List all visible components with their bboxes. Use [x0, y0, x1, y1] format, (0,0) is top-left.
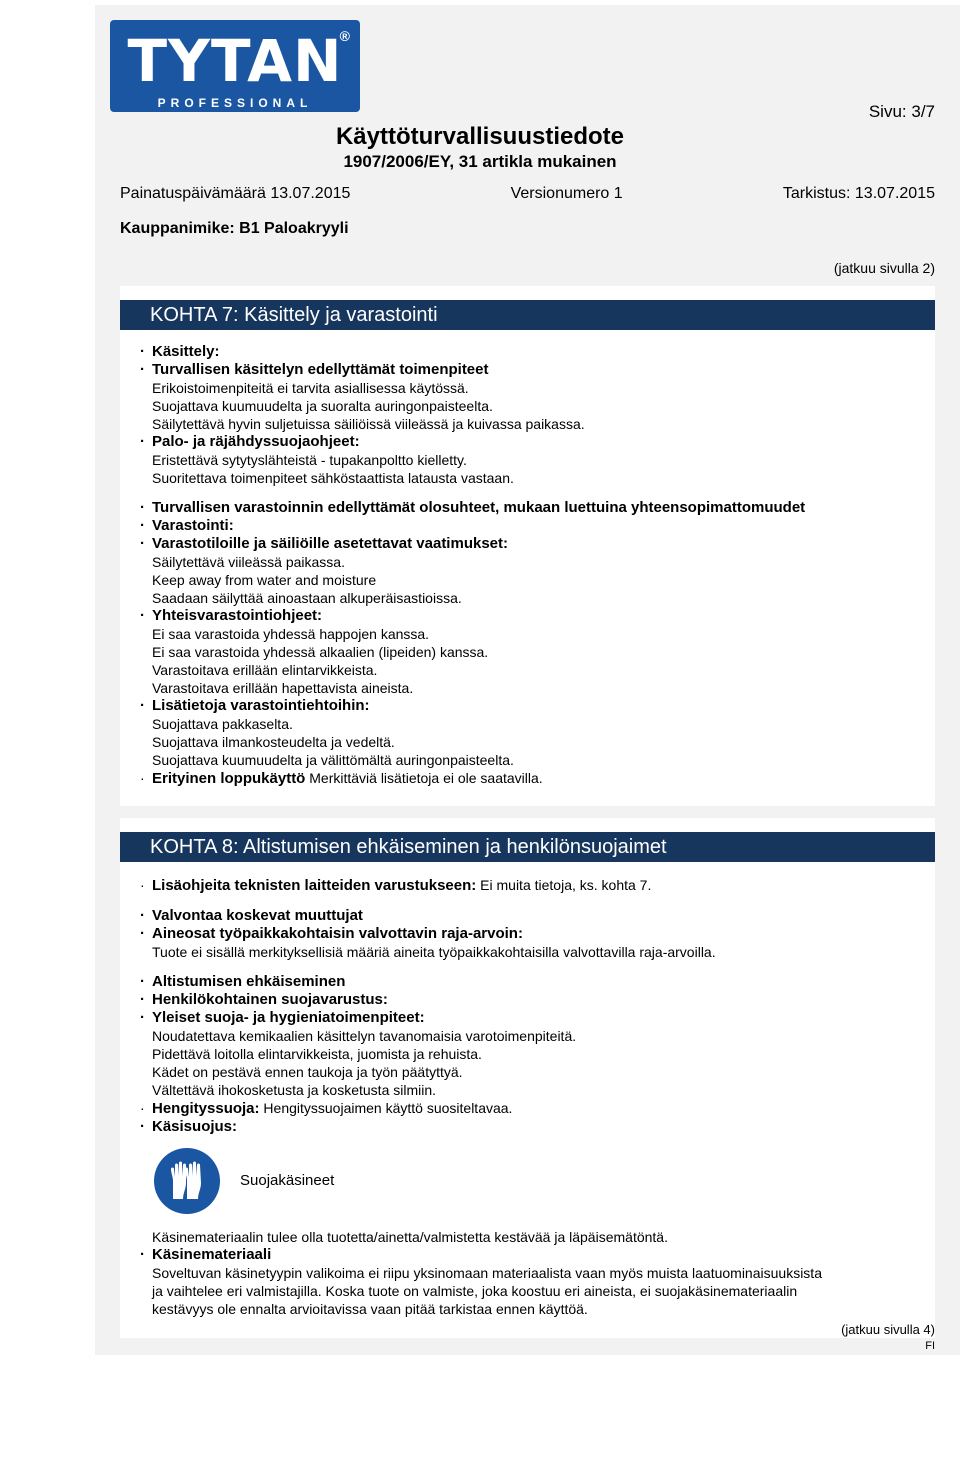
text-line: Erikoistoimenpiteitä ei tarvita asiallisessa käytössä. — [152, 380, 469, 396]
text-line: Eristettävä sytytyslähteistä - tupakanpoltto kielletty. — [152, 452, 467, 468]
glove-pictogram-row — [154, 1148, 935, 1214]
text-line: Noudatettava kemikaalien käsittelyn tavanomaisia varotoimenpiteitä. — [152, 1028, 577, 1044]
text-line: Suojattava kuumuudelta ja suoralta auringonpaisteelta. — [152, 398, 493, 414]
text-line: Saadaan säilyttää ainoastaan alkuperäisastioissa. — [152, 590, 462, 606]
glove-material-heading: · Käsinemateriaali — [140, 1246, 935, 1264]
page-number: Sivu: 3/7 — [868, 102, 935, 121]
storage-requirements-heading: · Varastotiloille ja säiliöille asetettavat vaatimukset: — [140, 535, 935, 553]
section-7-heading: KOHTA 7: Käsittely ja varastointi — [120, 300, 935, 330]
respiratory-heading: Hengityssuoja: — [152, 1100, 260, 1117]
storage-heading: · Varastointi: — [140, 517, 935, 535]
tech-row — [140, 876, 935, 895]
text-line: Käsinemateriaalin tulee olla tuotetta/ainetta/valmistetta kestävää ja läpäisemätöntä. — [152, 1229, 668, 1245]
safe-handling-heading: · Turvallisen käsittelyn edellyttämät toimenpiteet — [140, 361, 935, 379]
control-parameters-heading: · Valvontaa koskevat muuttujat — [140, 907, 935, 925]
text-line: Soveltuvan käsinetyypin valikoima ei riipu yksinomaan materiaalista vaan myös muista laatuominaisuuksista — [152, 1265, 822, 1281]
language-code: FI — [925, 1340, 935, 1352]
tech-text: Ei muita tietoja, ks. kohta 7. — [480, 877, 652, 893]
gloves-icon — [154, 1148, 220, 1214]
joint-storage-heading: · Yhteisvarastointiohjeet: — [140, 607, 935, 625]
text-line: Kädet on pestävä ennen taukoja ja työn päätyttyä. — [152, 1064, 463, 1080]
tytan-logo — [110, 20, 360, 112]
logo-registered-mark: ® — [339, 28, 350, 44]
product-name: Kauppanimike: B1 Paloakryyli — [120, 220, 349, 237]
text-line: Suojattava pakkaselta. — [152, 716, 293, 732]
text-line: Vältettävä ihokosketusta ja kosketusta silmiin. — [152, 1082, 437, 1098]
revision-date: Tarkistus: 13.07.2015 — [782, 185, 935, 202]
section-8-body — [140, 876, 935, 1318]
text-line: Säilytettävä viileässä paikassa. — [152, 554, 345, 570]
document-meta — [120, 185, 935, 203]
text-line: kestävyys ole ennalta arvioitavissa vaan pitää tarkistaa ennen käyttöä. — [152, 1301, 588, 1317]
end-use-heading: Erityinen loppukäyttö — [152, 770, 306, 787]
ppe-heading: · Henkilökohtainen suojavarustus: — [140, 991, 935, 1009]
text-line: Keep away from water and moisture — [152, 572, 377, 588]
gloves-label: Suojakäsineet — [240, 1172, 335, 1189]
exposure-controls-heading: · Altistumisen ehkäiseminen — [140, 973, 935, 991]
text-line: Tuote ei sisällä merkityksellisiä määriä aineita työpaikkakohtaisilla valvottavilla raja-arvoilla. — [152, 944, 716, 960]
continued-from: (jatkuu sivulla 2) — [833, 260, 935, 276]
text-line: Varastoitava erillään hapettavista aineista. — [152, 680, 414, 696]
text-line: Suoritettava toimenpiteet sähköstaattista latausta vastaan. — [152, 470, 514, 486]
extra-storage-heading: · Lisätietoja varastointiehtoihin: — [140, 697, 935, 715]
logo-text: TYTAN — [127, 27, 343, 95]
text-line: Suojattava ilmankosteudelta ja vedeltä. — [152, 734, 395, 750]
end-use-row — [140, 769, 935, 788]
limit-values-heading: · Aineosat työpaikkakohtaisin valvottavin raja-arvoin: — [140, 925, 935, 943]
tech-heading: Lisäohjeita teknisten laitteiden varustukseen: — [152, 877, 477, 894]
text-line: Säilytettävä hyvin suljetuissa säiliöissä viileässä ja kuivassa paikassa. — [152, 416, 585, 432]
document-title: Käyttöturvallisuustiedote — [335, 123, 625, 150]
text-line: ja vaihtelee eri valmistajilla. Koska tuote on valmiste, joka koostuu eri aineista, ei suojakäsinemateriaalin — [152, 1283, 798, 1299]
section-7-body — [140, 343, 935, 788]
version-number: Versionumero 1 — [510, 185, 623, 202]
text-line: Ei saa varastoida yhdessä happojen kanssa. — [152, 626, 430, 642]
text-line: Suojattava kuumuudelta ja välittömältä auringonpaisteelta. — [152, 752, 514, 768]
fire-protection-heading: · Palo- ja räjähdyssuojaohjeet: — [140, 433, 935, 451]
hand-protection-heading: · Käsisuojus: — [140, 1118, 935, 1136]
text-line: Ei saa varastoida yhdessä alkaalien (lipeiden) kanssa. — [152, 644, 489, 660]
respiratory-row — [140, 1099, 935, 1118]
document-subtitle: 1907/2006/EY, 31 artikla mukainen — [343, 152, 617, 171]
hygiene-heading: · Yleiset suoja- ja hygieniatoimenpiteet: — [140, 1009, 935, 1027]
handling-heading: · Käsittely: — [140, 343, 935, 361]
continued-to: (jatkuu sivulla 4) — [841, 1322, 935, 1337]
section-8-heading: KOHTA 8: Altistumisen ehkäiseminen ja henkilönsuojaimet — [120, 832, 935, 862]
storage-conditions-heading: · Turvallisen varastoinnin edellyttämät olosuhteet, mukaan luettuina yhteensopimattomuudet — [140, 499, 935, 517]
logo-subtitle: PROFESSIONAL — [157, 96, 313, 110]
respiratory-text: Hengityssuojaimen käyttö suositeltavaa. — [263, 1100, 513, 1116]
print-date: Painatuspäivämäärä 13.07.2015 — [120, 185, 351, 202]
text-line: Varastoitava erillään elintarvikkeista. — [152, 662, 378, 678]
end-use-text: Merkittäviä lisätietoja ei ole saatavilla. — [309, 770, 543, 786]
text-line: Pidettävä loitolla elintarvikkeista, juomista ja rehuista. — [152, 1046, 482, 1062]
